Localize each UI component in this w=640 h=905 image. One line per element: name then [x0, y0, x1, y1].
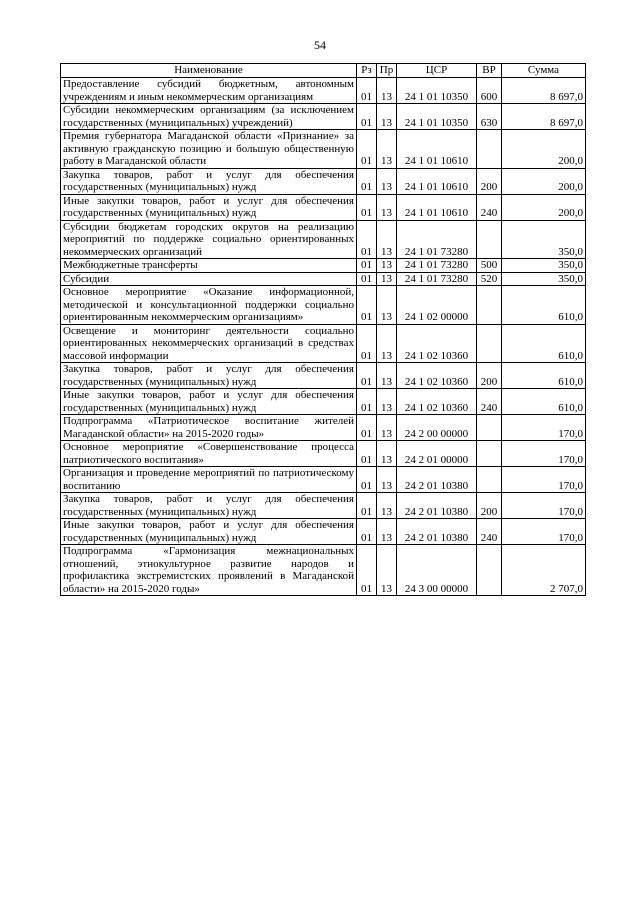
cell-vr: 520 [477, 272, 502, 286]
table-row [61, 220, 586, 259]
table-row [61, 389, 586, 415]
cell-sum: 200,0 [502, 130, 586, 169]
cell-vr [477, 441, 502, 467]
cell-name: Иные закупки товаров, работ и услуг для обеспечения государственных (муниципальных) нужд [61, 194, 357, 220]
cell-pr: 13 [377, 194, 397, 220]
cell-csr: 24 2 00 00000 [397, 415, 477, 441]
cell-rz: 01 [357, 545, 377, 596]
table-row [61, 130, 586, 169]
cell-sum: 350,0 [502, 220, 586, 259]
cell-name: Закупка товаров, работ и услуг для обеспечения государственных (муниципальных) нужд [61, 493, 357, 519]
cell-rz: 01 [357, 272, 377, 286]
table-row [61, 441, 586, 467]
cell-vr: 240 [477, 194, 502, 220]
header-pr: Пр [377, 64, 397, 78]
cell-vr: 630 [477, 104, 502, 130]
cell-vr [477, 545, 502, 596]
cell-sum: 8 697,0 [502, 104, 586, 130]
cell-vr [477, 467, 502, 493]
cell-rz: 01 [357, 363, 377, 389]
cell-name: Межбюджетные трансферты [61, 259, 357, 273]
cell-csr: 24 2 01 10380 [397, 493, 477, 519]
budget-table [60, 63, 586, 596]
cell-csr: 24 1 02 10360 [397, 324, 477, 363]
table-row [61, 286, 586, 325]
cell-csr: 24 1 01 73280 [397, 220, 477, 259]
cell-csr: 24 1 01 73280 [397, 272, 477, 286]
cell-vr: 240 [477, 389, 502, 415]
cell-rz: 01 [357, 415, 377, 441]
cell-pr: 13 [377, 389, 397, 415]
cell-pr: 13 [377, 324, 397, 363]
cell-name: Предоставление субсидий бюджетным, автономным учреждениям и иным некоммерческим организациям [61, 78, 357, 104]
cell-pr: 13 [377, 272, 397, 286]
cell-pr: 13 [377, 467, 397, 493]
cell-vr [477, 220, 502, 259]
cell-rz: 01 [357, 168, 377, 194]
cell-csr: 24 1 02 10360 [397, 389, 477, 415]
cell-pr: 13 [377, 78, 397, 104]
cell-csr: 24 1 01 10610 [397, 168, 477, 194]
cell-csr: 24 2 01 10380 [397, 467, 477, 493]
header-sum: Сумма [502, 64, 586, 78]
cell-vr [477, 324, 502, 363]
header-name: Наименование [61, 64, 357, 78]
cell-name: Подпрограмма «Гармонизация межнациональных отношений, этнокультурное развитие народов и профилактика экстремистских проявлений в Магаданской области» на 2015-2020 годы» [61, 545, 357, 596]
cell-sum: 170,0 [502, 519, 586, 545]
cell-pr: 13 [377, 168, 397, 194]
cell-name: Субсидии бюджетам городских округов на реализацию мероприятий по поддержке социально ориентированных некоммерческих организаций [61, 220, 357, 259]
cell-name: Иные закупки товаров, работ и услуг для обеспечения государственных (муниципальных) нужд [61, 389, 357, 415]
cell-sum: 610,0 [502, 363, 586, 389]
cell-name: Организация и проведение мероприятий по патриотическому воспитанию [61, 467, 357, 493]
cell-rz: 01 [357, 104, 377, 130]
cell-csr: 24 2 01 00000 [397, 441, 477, 467]
cell-sum: 170,0 [502, 441, 586, 467]
header-rz: Рз [357, 64, 377, 78]
cell-csr: 24 1 01 10350 [397, 78, 477, 104]
cell-name: Освещение и мониторинг деятельности социально ориентированных некоммерческих организаций в средствах массовой информации [61, 324, 357, 363]
cell-sum: 170,0 [502, 493, 586, 519]
table-row [61, 194, 586, 220]
cell-pr: 13 [377, 441, 397, 467]
cell-vr [477, 415, 502, 441]
page-number: 54 [314, 38, 326, 52]
cell-csr: 24 1 02 10360 [397, 363, 477, 389]
cell-rz: 01 [357, 194, 377, 220]
cell-sum: 200,0 [502, 168, 586, 194]
cell-rz: 01 [357, 130, 377, 169]
cell-rz: 01 [357, 519, 377, 545]
cell-csr: 24 1 01 73280 [397, 259, 477, 273]
cell-vr [477, 286, 502, 325]
cell-csr: 24 2 01 10380 [397, 519, 477, 545]
cell-csr: 24 1 01 10610 [397, 130, 477, 169]
cell-pr: 13 [377, 259, 397, 273]
header-vr: ВР [477, 64, 502, 78]
cell-pr: 13 [377, 415, 397, 441]
cell-csr: 24 1 02 00000 [397, 286, 477, 325]
cell-vr [477, 130, 502, 169]
cell-sum: 610,0 [502, 389, 586, 415]
table-row [61, 259, 586, 273]
cell-pr: 13 [377, 519, 397, 545]
cell-vr: 200 [477, 363, 502, 389]
cell-pr: 13 [377, 220, 397, 259]
cell-name: Премия губернатора Магаданской области «Признание» за активную гражданскую позицию и большую общественную работу в Магаданской области [61, 130, 357, 169]
cell-name: Субсидии [61, 272, 357, 286]
cell-sum: 610,0 [502, 286, 586, 325]
cell-name: Иные закупки товаров, работ и услуг для обеспечения государственных (муниципальных) нужд [61, 519, 357, 545]
cell-name: Закупка товаров, работ и услуг для обеспечения государственных (муниципальных) нужд [61, 168, 357, 194]
cell-sum: 350,0 [502, 259, 586, 273]
table-row [61, 363, 586, 389]
table-row [61, 78, 586, 104]
cell-vr: 200 [477, 493, 502, 519]
cell-sum: 610,0 [502, 324, 586, 363]
cell-rz: 01 [357, 441, 377, 467]
cell-name: Основное мероприятие «Оказание информационной, методической и консультационной поддержки социально ориентированным некоммерческим организациям» [61, 286, 357, 325]
cell-csr: 24 3 00 00000 [397, 545, 477, 596]
cell-sum: 2 707,0 [502, 545, 586, 596]
cell-sum: 350,0 [502, 272, 586, 286]
cell-name: Подпрограмма «Патриотическое воспитание жителей Магаданской области» на 2015-2020 годы» [61, 415, 357, 441]
cell-vr: 600 [477, 78, 502, 104]
cell-vr: 500 [477, 259, 502, 273]
cell-pr: 13 [377, 286, 397, 325]
table-row [61, 519, 586, 545]
cell-rz: 01 [357, 467, 377, 493]
cell-rz: 01 [357, 493, 377, 519]
cell-rz: 01 [357, 78, 377, 104]
cell-name: Закупка товаров, работ и услуг для обеспечения государственных (муниципальных) нужд [61, 363, 357, 389]
cell-pr: 13 [377, 130, 397, 169]
cell-rz: 01 [357, 286, 377, 325]
table-row [61, 545, 586, 596]
cell-sum: 200,0 [502, 194, 586, 220]
cell-rz: 01 [357, 324, 377, 363]
header-csr: ЦСР [397, 64, 477, 78]
cell-name: Субсидии некоммерческим организациям (за исключением государственных (муниципальных) учреждений) [61, 104, 357, 130]
cell-sum: 170,0 [502, 467, 586, 493]
table-row [61, 104, 586, 130]
cell-csr: 24 1 01 10350 [397, 104, 477, 130]
cell-pr: 13 [377, 363, 397, 389]
cell-csr: 24 1 01 10610 [397, 194, 477, 220]
cell-rz: 01 [357, 389, 377, 415]
cell-pr: 13 [377, 493, 397, 519]
cell-rz: 01 [357, 220, 377, 259]
table-row [61, 493, 586, 519]
cell-vr: 200 [477, 168, 502, 194]
cell-pr: 13 [377, 104, 397, 130]
cell-vr: 240 [477, 519, 502, 545]
cell-sum: 8 697,0 [502, 78, 586, 104]
table-row [61, 168, 586, 194]
cell-pr: 13 [377, 545, 397, 596]
table-row [61, 415, 586, 441]
cell-rz: 01 [357, 259, 377, 273]
table-header-row [61, 64, 586, 78]
table-row [61, 272, 586, 286]
cell-sum: 170,0 [502, 415, 586, 441]
table-row [61, 324, 586, 363]
table-row [61, 467, 586, 493]
cell-name: Основное мероприятие «Совершенствование процесса патриотического воспитания» [61, 441, 357, 467]
